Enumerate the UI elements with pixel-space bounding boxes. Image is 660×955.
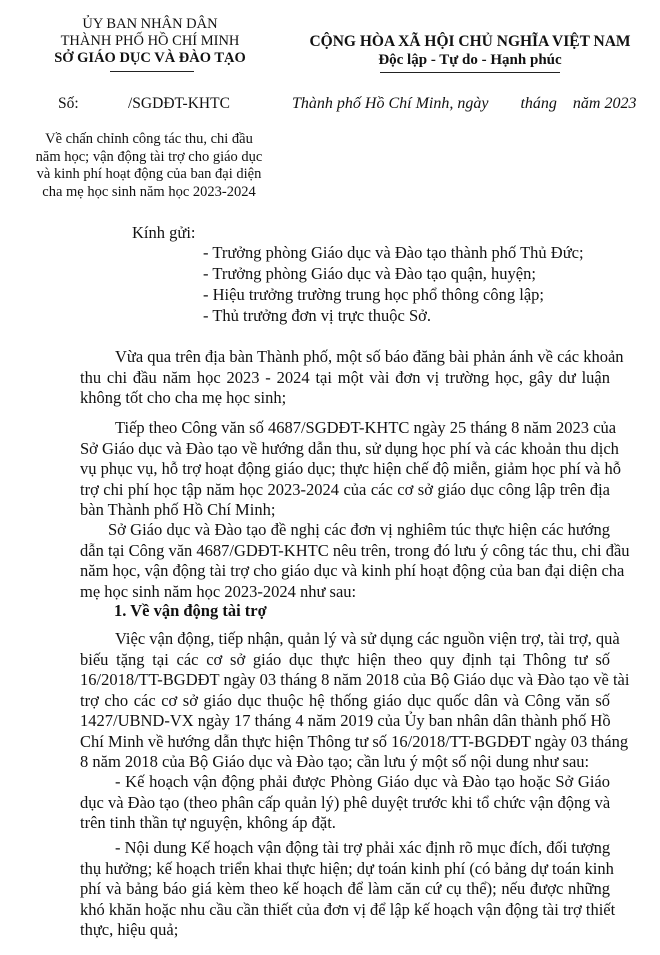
paragraph-reference [80,418,621,521]
paragraph-line: năm học, vận động tài trợ cho giáo dục và kinh phí hoạt động của ban đại diện cha [80,561,625,580]
paragraph-line: thực, hiệu quả; [80,920,179,939]
paragraph-line: không tốt cho cha mẹ học sinh; [80,388,287,407]
paragraph-line: dẫn tại Công văn 4687/GDĐT-KHTC nêu trên, trong đó lưu ý công tác thu, chi đầu [80,540,630,560]
paragraph-line: mẹ học sinh năm học 2023-2024 như sau: [80,581,357,601]
paragraph-intro [80,347,624,409]
issuer-line-2: THÀNH PHỐ HỒ CHÍ MINH [60,33,240,49]
recipients-label: Kính gửi: [132,223,196,242]
subject-line: cha mẹ học sinh năm học 2023-2024 [42,183,256,200]
paragraph-line: - Nội dung Kế hoạch vận động tài trợ phải xác định rõ mục đích, đối tượng [115,838,611,857]
paragraph-line: khó khăn hoặc nhu cầu cần thiết của đơn vị để lập kế hoạch vận động tài trợ thiết [80,899,616,919]
paragraph-line: Sở Giáo dục và Đào tạo về hướng dẫn thu, sử dụng học phí và các khoản thu dịch [80,438,619,458]
paragraph-line: Việc vận động, tiếp nhận, quản lý và sử dụng các nguồn viện trợ, tài trợ, quà [115,629,620,648]
paragraph-line: trợ cho các cơ sở giáo dục thuộc hệ thống giáo dục quốc dân và Công văn số [80,690,610,710]
recipient-item: - Trưởng phòng Giáo dục và Đào tạo quận, huyện; [203,264,536,283]
motto-underline [380,72,560,73]
paragraph-line: thu chi đầu năm học 2023 - 2024 tại một vài đơn vị trường học, gây dư luận [80,367,610,387]
section-1-paragraph-1 [80,629,630,773]
recipient-item: - Thủ trưởng đơn vị trực thuộc Sở. [203,306,431,325]
paragraph-line: Chí Minh về hướng dẫn thực hiện Thông tư số 16/2018/TT-BGDĐT ngày 03 tháng [80,731,629,751]
section-1-paragraph-2 [80,772,610,834]
section-1-paragraph-3 [80,838,616,941]
national-motto: Độc lập - Tự do - Hạnh phúc [378,52,562,68]
paragraph-line: Tiếp theo Công văn số 4687/SGDĐT-KHTC ngày 25 tháng 8 năm 2023 của [115,418,617,437]
subject-line: Về chấn chỉnh công tác thu, chi đầu [45,131,253,147]
paragraph-line: trên tinh thần tự nguyện, không áp đặt. [80,813,336,832]
paragraph-line: Sở Giáo dục và Đào tạo đề nghị các đơn vị nghiêm túc thực hiện các hướng [108,520,610,539]
recipient-item: - Hiệu trưởng trường trung học phổ thông công lập; [203,285,544,304]
recipient-item: - Trưởng phòng Giáo dục và Đào tạo thành phố Thủ Đức; [203,243,584,262]
paragraph-line: bàn Thành phố Hồ Chí Minh; [80,500,276,519]
paragraph-line: vụ phục vụ, hỗ trợ hoạt động giáo dục; thực hiện chế độ miễn, giảm học phí và hỗ [80,459,621,478]
paragraph-request [80,520,630,602]
paragraph-line: trợ chi phí học tập năm học 2023-2024 của các cơ sở giáo dục công lập trên địa [80,479,610,499]
issuer-line-1: ỦY BAN NHÂN DÂN [82,16,218,32]
subject-block [18,131,280,201]
paragraph-line: 16/2018/TT-BGDĐT ngày 03 tháng 8 năm 2018 của Bộ Giáo dục và Đào tạo về tài [80,670,630,689]
issuer-underline [110,71,194,72]
issuer-line-3: SỞ GIÁO DỤC VÀ ĐÀO TẠO [54,50,246,66]
section-1-heading: 1. Về vận động tài trợ [114,601,267,620]
subject-line: năm học; vận động tài trợ cho giáo dục [35,148,263,165]
recipients-list [203,242,584,326]
issuer-block [20,16,280,67]
paragraph-line: phí và bảng báo giá kèm theo kế hoạch để làm căn cứ cụ thể); nếu được những [80,879,610,898]
paragraph-line: - Kế hoạch vận động phải được Phòng Giáo dục và Đào tạo hoặc Sở Giáo [115,772,610,791]
paragraph-line: 1427/UBND-VX ngày 17 tháng 4 năm 2019 của Ủy ban nhân dân thành phố Hồ [80,711,611,730]
date-line: Thành phố Hồ Chí Minh, ngày tháng năm 2023 [292,95,637,112]
paragraph-line: thụ hưởng; kế hoạch triển khai thực hiện; dự toán kinh phí (có bảng dự toán kinh [80,858,614,878]
paragraph-line: dục và Đào tạo (theo phân cấp quản lý) phê duyệt trước khi tổ chức vận động và [80,792,611,812]
national-title-line-1: CỘNG HÒA XÃ HỘI CHỦ NGHĨA VIỆT NAM [309,33,631,50]
national-title [290,32,650,70]
paragraph-line: 8 năm 2018 của Bộ Giáo dục và Đào tạo; cần lưu ý một số nội dung như sau: [80,752,590,771]
paragraph-line: Vừa qua trên địa bàn Thành phố, một số báo đăng bài phản ánh về các khoản [115,347,624,366]
subject-line: và kinh phí hoạt động của ban đại diện [36,166,262,182]
paragraph-line: biếu tặng tại các cơ sở giáo dục thực hiện theo quy định tại Thông tư số [80,649,610,669]
doc-number-label: Số: [58,95,79,112]
doc-number-code: /SGDĐT-KHTC [128,95,230,112]
